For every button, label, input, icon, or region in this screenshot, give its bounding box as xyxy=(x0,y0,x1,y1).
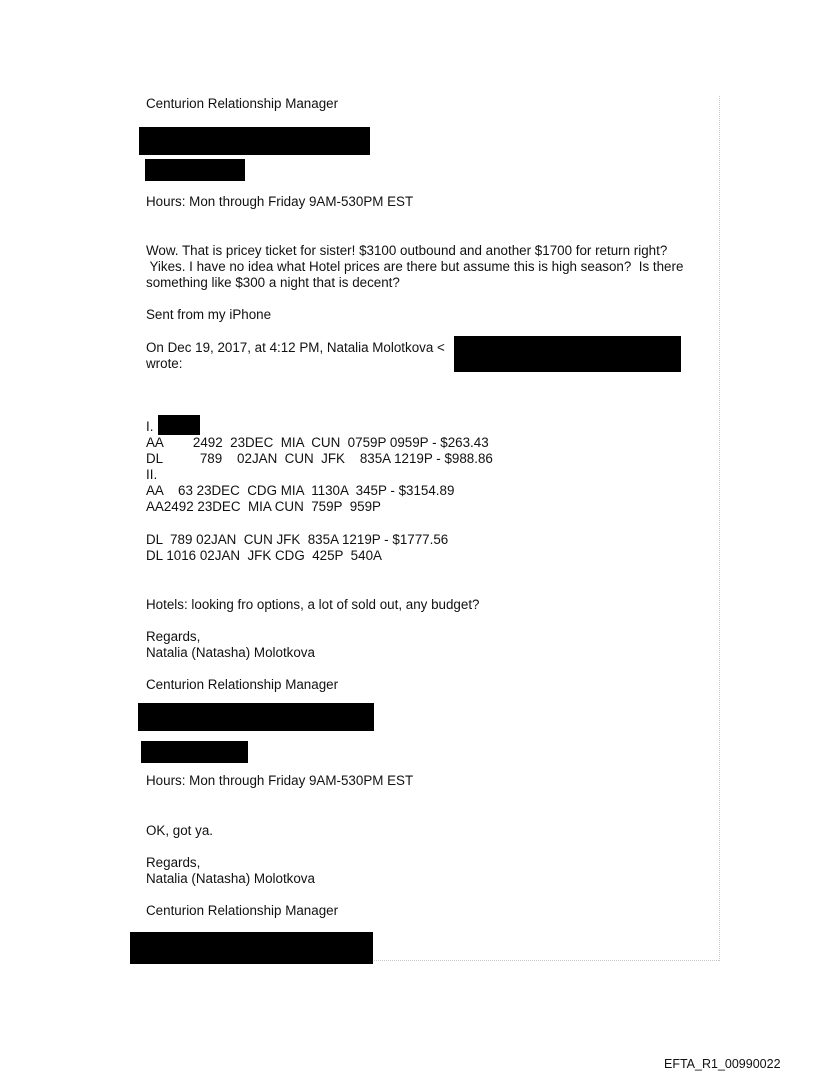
hours-line-1: Hours: Mon through Friday 9AM-530PM EST xyxy=(146,194,414,209)
hotels-line: Hotels: looking fro options, a lot of sold out, any budget? xyxy=(146,597,480,612)
flight-line: AA 63 23DEC CDG MIA 1130A 345P - $3154.89 xyxy=(146,483,455,498)
signature-name-2: Natalia (Natasha) Molotkova xyxy=(146,871,315,886)
email-frame-border-bottom xyxy=(372,960,719,961)
redaction-block xyxy=(158,415,200,435)
reply-line-3: something like $300 a night that is decent? xyxy=(146,275,400,290)
flight-line: AA 2492 23DEC MIA CUN 0759P 0959P - $263.43 xyxy=(146,435,489,450)
redaction-block xyxy=(141,741,248,763)
flight-line: AA2492 23DEC MIA CUN 759P 959P xyxy=(146,499,381,514)
regards-line-2: Regards, xyxy=(146,855,201,870)
wrote-line: wrote: xyxy=(146,356,183,371)
section-label-2: II. xyxy=(146,467,158,482)
document-id: EFTA_R1_00990022 xyxy=(664,1057,781,1071)
signature-name-1: Natalia (Natasha) Molotkova xyxy=(146,645,315,660)
flight-line: DL 789 02JAN CUN JFK 835A 1219P - $1777.56 xyxy=(146,532,449,547)
title-line-1: Centurion Relationship Manager xyxy=(146,96,339,111)
redaction-block xyxy=(145,159,245,181)
title-line-3: Centurion Relationship Manager xyxy=(146,903,339,918)
flight-line: DL 1016 02JAN JFK CDG 425P 540A xyxy=(146,548,382,563)
redaction-block xyxy=(454,336,681,372)
redaction-block xyxy=(138,703,374,731)
reply-line-1: Wow. That is pricey ticket for sister! $3100 outbound and another $1700 for return right? xyxy=(146,243,668,258)
regards-line-1: Regards, xyxy=(146,629,201,644)
reply-line-2: Yikes. I have no idea what Hotel prices are there but assume this is high season? Is there xyxy=(146,259,684,274)
redaction-block xyxy=(139,127,370,155)
redaction-block xyxy=(130,932,373,964)
on-date-line: On Dec 19, 2017, at 4:12 PM, Natalia Molotkova < xyxy=(146,340,445,355)
hours-line-2: Hours: Mon through Friday 9AM-530PM EST xyxy=(146,773,414,788)
section-label-1: I. xyxy=(146,419,154,434)
ok-line: OK, got ya. xyxy=(146,823,213,838)
title-line-2: Centurion Relationship Manager xyxy=(146,677,339,692)
flight-line: DL 789 02JAN CUN JFK 835A 1219P - $988.86 xyxy=(146,451,493,466)
sent-from-line: Sent from my iPhone xyxy=(146,307,272,322)
email-frame-border-right xyxy=(719,96,720,961)
